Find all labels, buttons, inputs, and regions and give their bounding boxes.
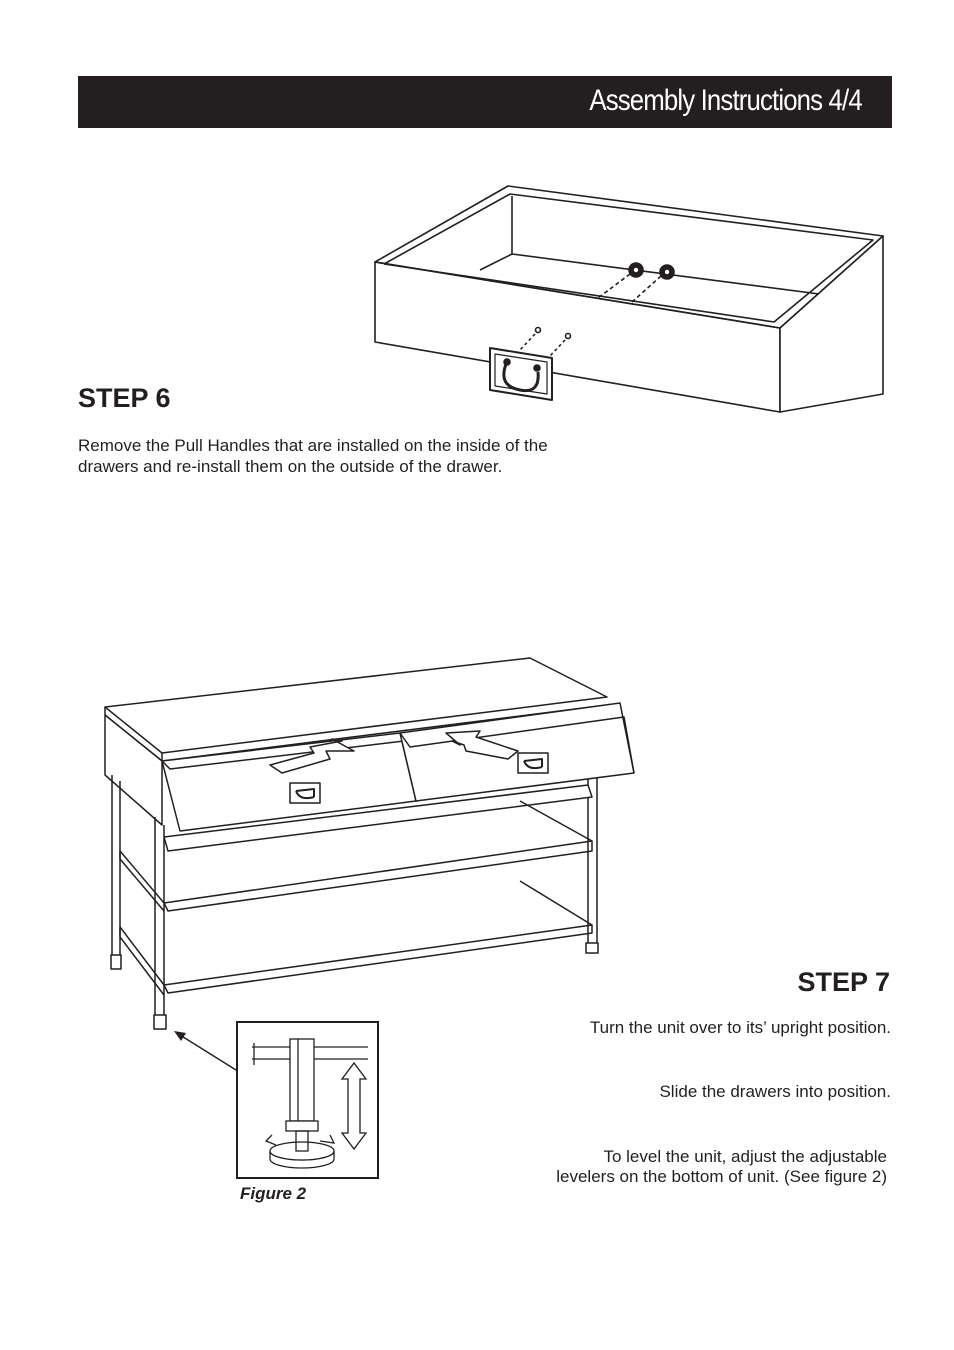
- step6-line-1: Remove the Pull Handles that are installed on the inside of the: [78, 436, 548, 455]
- step7-title: STEP 7: [797, 967, 890, 997]
- header-bar: [78, 76, 892, 128]
- step7-instruction-3-line-1: To level the unit, adjust the adjustable: [603, 1147, 887, 1166]
- pointer-arrow-icon: [170, 1025, 240, 1075]
- step7-instruction-2: Slide the drawers into position.: [659, 1082, 891, 1101]
- leveler-detail-icon: [238, 1023, 377, 1177]
- console-table-illustration-icon: [100, 655, 640, 1035]
- figure-caption: Figure 2: [240, 1184, 307, 1203]
- step7-instruction-1: Turn the unit over to its’ upright position.: [589, 1018, 891, 1037]
- step6-title: STEP 6: [78, 383, 171, 413]
- step7-instruction-3-line-2: levelers on the bottom of unit. (See figure 2): [556, 1167, 887, 1186]
- figure-2-box: [236, 1021, 379, 1179]
- drawer-illustration-icon: [370, 180, 890, 420]
- step6-line-2: drawers and re-install them on the outside of the drawer.: [78, 457, 503, 476]
- page-title: Assembly Instructions 4/4: [589, 84, 862, 117]
